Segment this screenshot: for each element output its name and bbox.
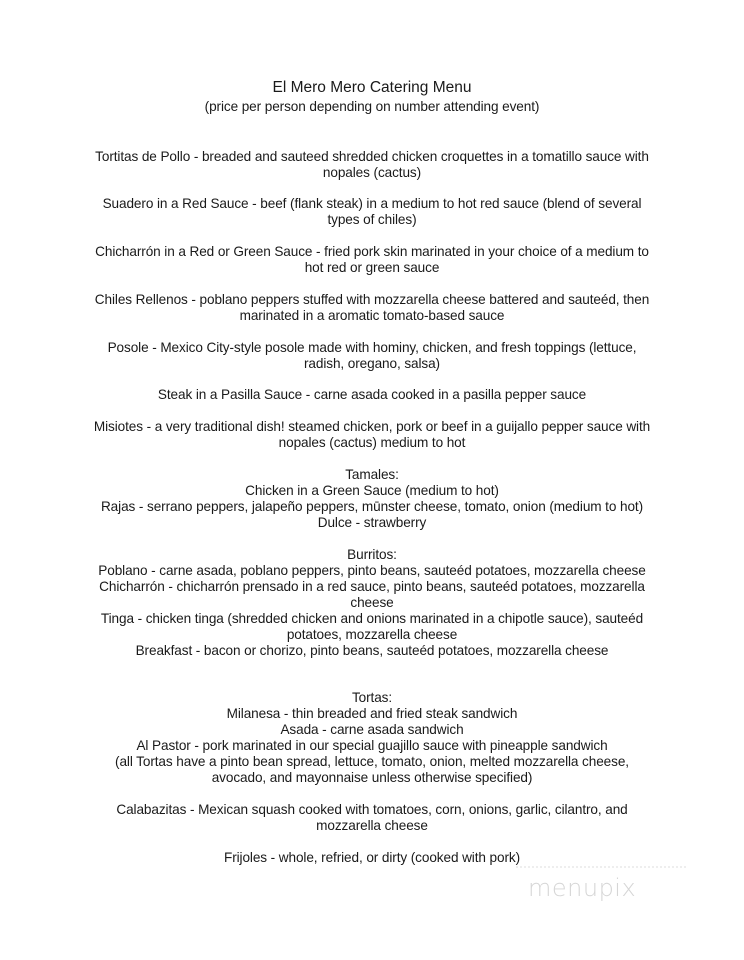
menu-item-calabazitas-line2: mozzarella cheese xyxy=(316,818,428,833)
menu-item-frijoles: Frijoles - whole, refried, or dirty (cooked with pork) xyxy=(223,850,521,865)
menu-item-misiotes-line1: Misiotes - a very traditional dish! steamed chicken, pork or beef in a guijallo pepper sauce with xyxy=(93,419,651,434)
menu-title: El Mero Mero Catering Menu xyxy=(272,79,472,96)
tamales-item: Dulce - strawberry xyxy=(317,515,427,530)
section-heading-tortas: Tortas: xyxy=(351,690,393,705)
tortas-item: Asada - carne asada sandwich xyxy=(280,722,464,737)
section-heading-burritos: Burritos: xyxy=(347,547,397,562)
menu-item-calabazitas-line1: Calabazitas - Mexican squash cooked with tomatoes, corn, onions, garlic, cilantro, and xyxy=(116,802,628,817)
menu-item-chiles-rellenos-line1: Chiles Rellenos - poblano peppers stuffed with mozzarella cheese battered and sauteéd, then xyxy=(94,292,650,307)
burritos-item: Breakfast - bacon or chorizo, pinto beans, sauteéd potatoes, mozzarella cheese xyxy=(135,643,609,658)
menupix-watermark: menupix xyxy=(528,874,637,902)
tortas-item: Al Pastor - pork marinated in our special guajillo sauce with pineapple sandwich xyxy=(136,738,608,753)
section-heading-tamales: Tamales: xyxy=(345,467,399,482)
tortas-note: avocado, and mayonnaise unless otherwise specified) xyxy=(211,770,533,785)
menu-subtitle: (price per person depending on number attending event) xyxy=(204,99,540,114)
tortas-note: (all Tortas have a pinto bean spread, lettuce, tomato, onion, melted mozzarella cheese, xyxy=(115,754,629,769)
burritos-item: Chicharrón - chicharrón prensado in a red sauce, pinto beans, sauteéd potatoes, mozzarella xyxy=(99,579,645,594)
menu-item-chiles-rellenos-line2: marinated in a aromatic tomato-based sauce xyxy=(239,308,505,323)
menu-item-suadero-line2: types of chiles) xyxy=(327,212,417,227)
menu-item-tortitas-line1: Tortitas de Pollo - breaded and sauteed shredded chicken croquettes in a tomatillo sauce with xyxy=(95,149,649,164)
tortas-item: Milanesa - thin breaded and fried steak sandwich xyxy=(226,706,518,721)
tamales-item: Chicken in a Green Sauce (medium to hot) xyxy=(245,483,499,498)
menu-item-chicharron-line2: hot red or green sauce xyxy=(304,260,440,275)
burritos-item: cheese xyxy=(350,595,394,610)
burritos-item: Poblano - carne asada, poblano peppers, pinto beans, sauteéd potatoes, mozzarella cheese xyxy=(98,563,646,578)
tamales-item: Rajas - serrano peppers, jalapeño peppers, mūnster cheese, tomato, onion (medium to hot) xyxy=(100,499,644,514)
burritos-item: Tinga - chicken tinga (shredded chicken and onions marinated in a chipotle sauce), sauteéd xyxy=(100,611,644,626)
menu-item-chicharron-line1: Chicharrón in a Red or Green Sauce - fried pork skin marinated in your choice of a medium to xyxy=(95,244,649,259)
menu-item-posole-line1: Posole - Mexico City-style posole made with hominy, chicken, and fresh toppings (lettuce, xyxy=(107,340,637,355)
menu-item-posole-line2: radish, oregano, salsa) xyxy=(304,356,440,371)
menu-item-tortitas-line2: nopales (cactus) xyxy=(322,165,422,180)
menu-item-misiotes-line2: nopales (cactus) medium to hot xyxy=(278,435,466,450)
menu-item-suadero-line1: Suadero in a Red Sauce - beef (flank steak) in a medium to hot red sauce (blend of several xyxy=(102,196,642,211)
watermark-decoration xyxy=(516,866,686,872)
menu-item-steak-pasilla: Steak in a Pasilla Sauce - carne asada cooked in a pasilla pepper sauce xyxy=(157,387,587,402)
burritos-item: potatoes, mozzarella cheese xyxy=(286,627,458,642)
